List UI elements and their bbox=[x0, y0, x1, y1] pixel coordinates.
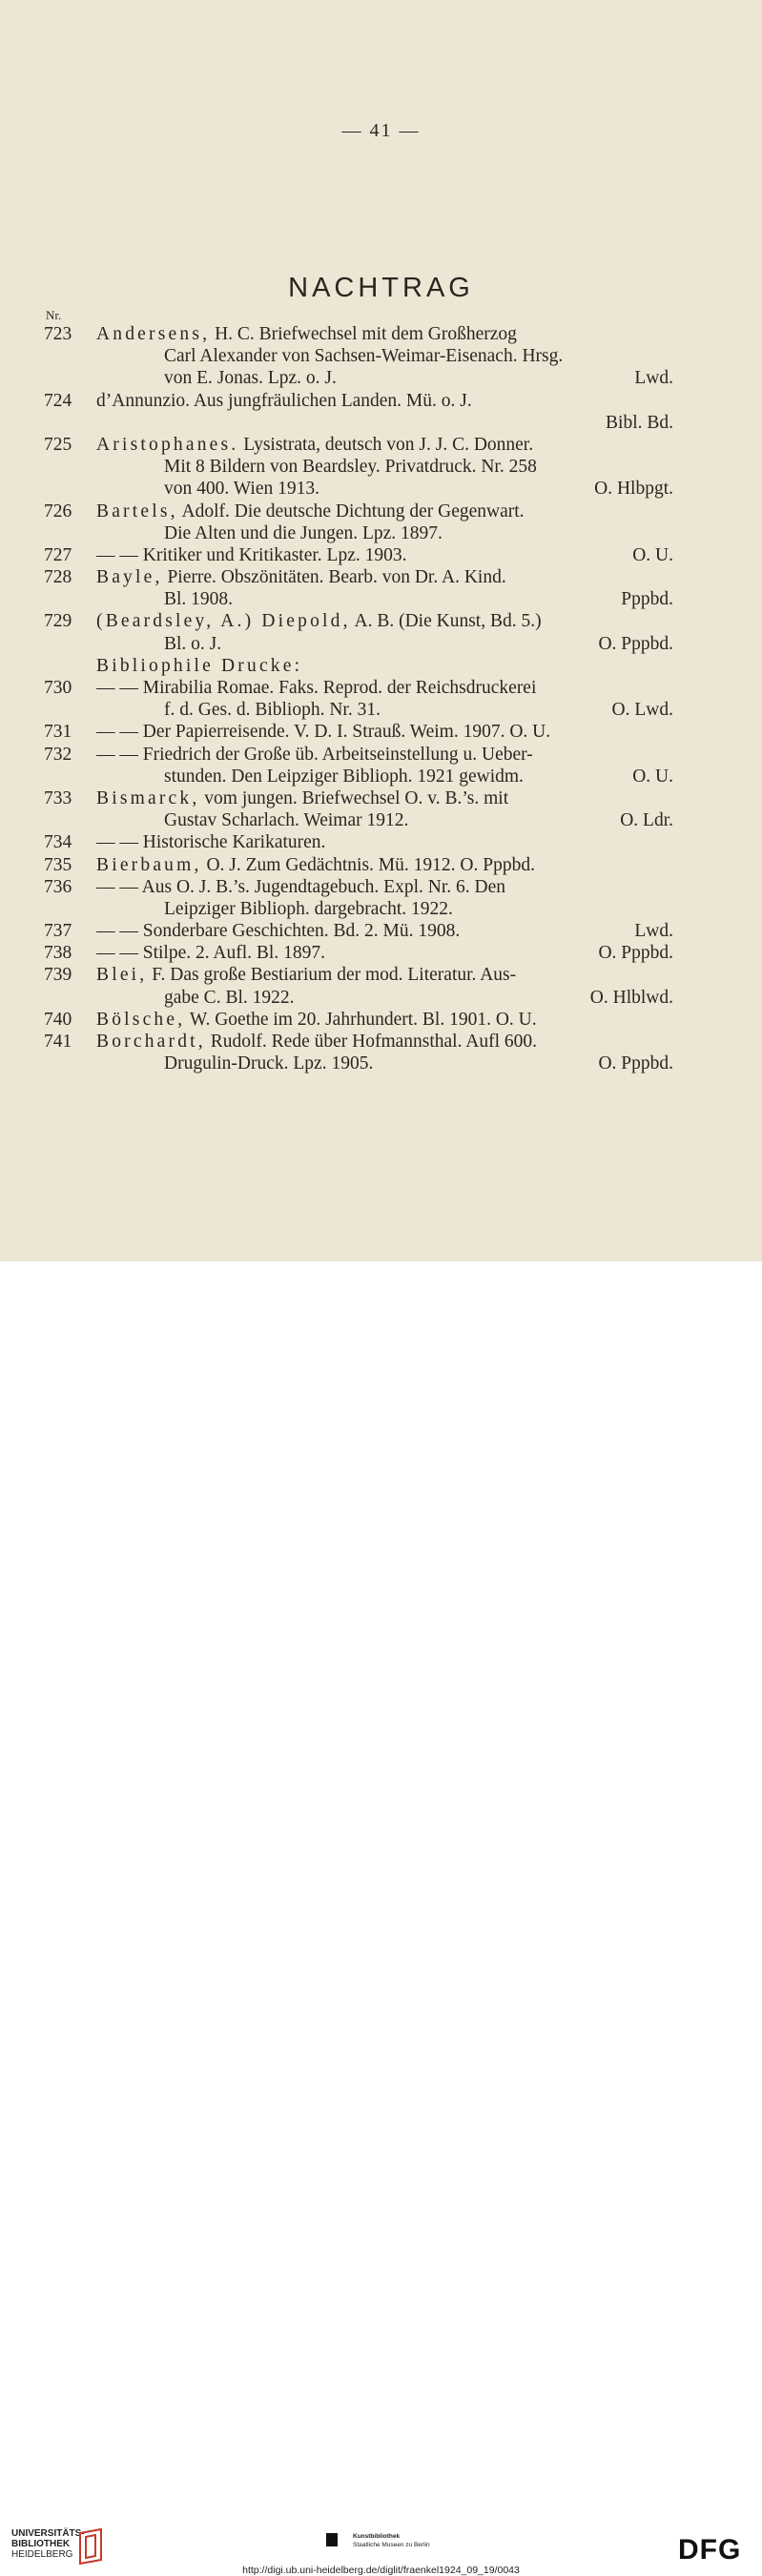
entry-author: Bölsche, bbox=[96, 1009, 186, 1030]
entry-number: 740 bbox=[44, 1009, 72, 1030]
catalog-line bbox=[0, 566, 762, 588]
footer-bar bbox=[0, 1261, 762, 2576]
entry-author: Bierbaum, bbox=[96, 854, 202, 875]
catalog-line bbox=[0, 831, 762, 853]
catalog-line bbox=[0, 633, 762, 655]
entry-number: 735 bbox=[44, 854, 72, 875]
permalink-url[interactable]: http://digi.ub.uni-heidelberg.de/diglit/fraenkel1924_09_19/0043 bbox=[242, 2565, 520, 2576]
entry-text bbox=[164, 898, 673, 920]
entry-description: — — Sonderbare Geschichten. Bd. 2. Mü. 1908. bbox=[96, 921, 461, 942]
catalog-line bbox=[0, 942, 762, 964]
entry-description: stunden. Den Leipziger Biblioph. 1921 gewidm. bbox=[164, 766, 524, 787]
catalog-line bbox=[0, 898, 762, 920]
catalog-line bbox=[0, 987, 762, 1009]
catalog-line bbox=[0, 787, 762, 809]
catalog-line bbox=[0, 920, 762, 942]
entry-number: 730 bbox=[44, 678, 72, 698]
entry-text bbox=[164, 699, 673, 721]
entry-number: 726 bbox=[44, 501, 72, 521]
entry-author: Bayle, bbox=[96, 567, 163, 588]
entry-description: Pierre. Obszönitäten. Bearb. von Dr. A. Kind. bbox=[162, 567, 506, 588]
entry-author: Bibliophile Drucke: bbox=[96, 655, 303, 676]
catalog-line bbox=[0, 610, 762, 632]
entry-author: Aristophanes. bbox=[96, 434, 239, 455]
kunstbibliothek-mark-icon bbox=[326, 2533, 338, 2546]
entry-number: 736 bbox=[44, 876, 72, 897]
catalog-line bbox=[0, 588, 762, 610]
entry-binding: O. Hlblwd. bbox=[589, 987, 673, 1008]
entry-description: Leipziger Biblioph. dargebracht. 1922. bbox=[164, 898, 453, 919]
entry-binding: Lwd. bbox=[634, 368, 673, 389]
entry-description: — — Mirabilia Romae. Faks. Reprod. der Reichsdruckerei bbox=[96, 678, 537, 698]
entry-text bbox=[96, 655, 673, 677]
catalog-line bbox=[0, 1031, 762, 1053]
scanned-page bbox=[0, 0, 762, 1261]
catalog-line bbox=[0, 522, 762, 544]
entry-text bbox=[96, 610, 673, 632]
catalog-line bbox=[0, 854, 762, 876]
entry-number: 737 bbox=[44, 921, 72, 942]
catalog-line bbox=[0, 1053, 762, 1074]
entry-text bbox=[96, 544, 673, 566]
entry-binding: O. Pppbd. bbox=[598, 633, 673, 654]
catalog-line bbox=[0, 876, 762, 898]
catalog-line bbox=[0, 390, 762, 412]
entry-text bbox=[96, 721, 673, 743]
entry-description: Adolf. Die deutsche Dichtung der Gegenwart. bbox=[177, 501, 525, 521]
entry-author: Bismarck, bbox=[96, 787, 200, 808]
catalog-line bbox=[0, 1009, 762, 1031]
catalog-line bbox=[0, 456, 762, 478]
entry-text bbox=[96, 831, 673, 853]
page-number: — 41 — bbox=[341, 120, 421, 141]
entry-description: H. C. Briefwechsel mit dem Großherzog bbox=[210, 324, 517, 344]
entry-text bbox=[96, 677, 673, 699]
entry-description: Drugulin-Druck. Lpz. 1905. bbox=[164, 1053, 374, 1074]
entry-description: — — Historische Karikaturen. bbox=[96, 832, 326, 853]
entry-text bbox=[164, 588, 673, 610]
catalog-line bbox=[0, 501, 762, 522]
entry-binding: O. Hlbpgt. bbox=[594, 479, 673, 500]
entry-description: f. d. Ges. d. Biblioph. Nr. 31. bbox=[164, 700, 381, 721]
catalog-line bbox=[0, 766, 762, 787]
entry-author: Blei, bbox=[96, 965, 148, 986]
entry-description: — — Kritiker und Kritikaster. Lpz. 1903. bbox=[96, 544, 407, 565]
entry-number: 725 bbox=[44, 434, 72, 455]
entry-description: — — Der Papierreisende. V. D. I. Strauß. Weim. 1907. O. U. bbox=[96, 722, 551, 743]
university-library-logo-text[interactable] bbox=[11, 2528, 85, 2560]
catalog-line bbox=[0, 544, 762, 566]
entry-binding: O. Pppbd. bbox=[598, 1053, 673, 1074]
entry-text bbox=[164, 456, 673, 478]
entry-text bbox=[96, 323, 673, 345]
entry-text bbox=[164, 809, 673, 831]
entry-number: 734 bbox=[44, 832, 72, 853]
entry-number: 738 bbox=[44, 943, 72, 964]
catalog-line bbox=[0, 677, 762, 699]
entry-text bbox=[96, 920, 673, 942]
catalog-line bbox=[0, 964, 762, 986]
catalog-entries bbox=[0, 323, 762, 1074]
entry-text bbox=[164, 766, 673, 787]
entry-text bbox=[164, 633, 673, 655]
entry-number: 732 bbox=[44, 744, 72, 765]
entry-number: 741 bbox=[44, 1032, 72, 1052]
entry-description: Rudolf. Rede über Hofmannsthal. Aufl 600. bbox=[205, 1032, 538, 1052]
entry-description: — — Friedrich der Große üb. Arbeitseinstellung u. Ueber- bbox=[96, 744, 533, 765]
catalog-line bbox=[0, 809, 762, 831]
entry-text bbox=[96, 854, 673, 876]
library-name-line1: UNIVERSITÄTS- bbox=[11, 2528, 85, 2539]
kb-line2: Staatliche Museen zu Berlin bbox=[353, 2542, 430, 2548]
entry-number: 723 bbox=[44, 324, 72, 344]
entry-text bbox=[96, 566, 673, 588]
entry-number: 739 bbox=[44, 965, 72, 986]
catalog-line bbox=[0, 721, 762, 743]
entry-description: — — Stilpe. 2. Aufl. Bl. 1897. bbox=[96, 943, 325, 964]
entry-binding: O. Lwd. bbox=[611, 700, 673, 721]
entry-binding: O. Pppbd. bbox=[598, 943, 673, 964]
entry-number: 724 bbox=[44, 390, 72, 411]
entry-text bbox=[164, 345, 673, 367]
entry-number: 733 bbox=[44, 787, 72, 808]
dfg-logo[interactable]: DFG bbox=[678, 2534, 742, 2566]
entry-binding: O. Ldr. bbox=[620, 810, 673, 831]
entry-description: O. J. Zum Gedächtnis. Mü. 1912. O. Pppbd. bbox=[201, 854, 535, 875]
entry-number: 731 bbox=[44, 722, 72, 743]
entry-binding: O. U. bbox=[632, 544, 673, 565]
kunstbibliothek-logo[interactable] bbox=[326, 2532, 430, 2549]
entry-number: 729 bbox=[44, 611, 72, 632]
heidelberg-library-emblem-icon bbox=[76, 2527, 105, 2566]
entry-number: 728 bbox=[44, 567, 72, 588]
entry-description: d’Annunzio. Aus jungfräulichen Landen. Mü. o. J. bbox=[96, 390, 472, 411]
entry-description: Carl Alexander von Sachsen-Weimar-Eisenach. Hrsg. bbox=[164, 346, 564, 367]
catalog-line bbox=[0, 323, 762, 345]
entry-description: Gustav Scharlach. Weimar 1912. bbox=[164, 810, 409, 831]
entry-text bbox=[96, 1031, 673, 1053]
entry-text bbox=[96, 390, 673, 412]
entry-binding: Pppbd. bbox=[621, 589, 673, 610]
entry-text bbox=[164, 367, 673, 389]
catalog-line bbox=[0, 434, 762, 456]
catalog-line bbox=[0, 412, 762, 434]
entry-description: von E. Jonas. Lpz. o. J. bbox=[164, 368, 337, 389]
entry-description: A. B. (Die Kunst, Bd. 5.) bbox=[350, 611, 542, 632]
entry-description: von 400. Wien 1913. bbox=[164, 479, 319, 500]
entry-description: F. Das große Bestiarium der mod. Literatur. Aus- bbox=[147, 965, 517, 986]
entry-text bbox=[96, 501, 673, 522]
entry-text bbox=[96, 744, 673, 766]
entry-author: Borchardt, bbox=[96, 1032, 206, 1052]
entry-description: W. Goethe im 20. Jahrhundert. Bl. 1901. O. U. bbox=[185, 1009, 537, 1030]
page-heading: NACHTRAG bbox=[288, 273, 474, 303]
entry-text bbox=[96, 1009, 673, 1031]
entry-text bbox=[164, 522, 673, 544]
entry-binding: Lwd. bbox=[634, 921, 673, 942]
catalog-line bbox=[0, 345, 762, 367]
entry-description: Lysistrata, deutsch von J. J. C. Donner. bbox=[238, 434, 534, 455]
entry-text bbox=[96, 787, 673, 809]
catalog-line bbox=[0, 744, 762, 766]
library-name-line3: HEIDELBERG bbox=[11, 2549, 73, 2560]
entry-description: Bl. o. J. bbox=[164, 633, 222, 654]
kb-line1: Kunstbibliothek bbox=[353, 2533, 401, 2540]
entry-author: (Beardsley, A.) Diepold, bbox=[96, 611, 351, 632]
catalog-line bbox=[0, 478, 762, 500]
entry-binding: Bibl. Bd. bbox=[606, 412, 673, 433]
entry-description: Mit 8 Bildern von Beardsley. Privatdruck. Nr. 258 bbox=[164, 457, 537, 478]
catalog-line bbox=[0, 367, 762, 389]
entry-author: Bartels, bbox=[96, 501, 178, 521]
entry-text bbox=[96, 434, 673, 456]
entry-author: Andersens, bbox=[96, 324, 211, 344]
entry-description: vom jungen. Briefwechsel O. v. B.’s. mit bbox=[199, 787, 509, 808]
entry-text bbox=[96, 964, 673, 986]
library-name-line2: BIBLIOTHEK bbox=[11, 2539, 71, 2549]
entry-description: Bl. 1908. bbox=[164, 589, 234, 610]
entry-description: — — Aus O. J. B.’s. Jugendtagebuch. Expl. Nr. 6. Den bbox=[96, 876, 505, 897]
entry-text bbox=[96, 942, 673, 964]
entry-description: Die Alten und die Jungen. Lpz. 1897. bbox=[164, 522, 443, 543]
entry-binding: O. U. bbox=[632, 766, 673, 787]
catalog-line bbox=[0, 699, 762, 721]
nr-column-label: Nr. bbox=[46, 308, 62, 322]
entry-text bbox=[96, 876, 673, 898]
catalog-line bbox=[0, 655, 762, 677]
entry-text bbox=[164, 1053, 673, 1074]
entry-number: 727 bbox=[44, 544, 72, 565]
entry-description: gabe C. Bl. 1922. bbox=[164, 987, 295, 1008]
